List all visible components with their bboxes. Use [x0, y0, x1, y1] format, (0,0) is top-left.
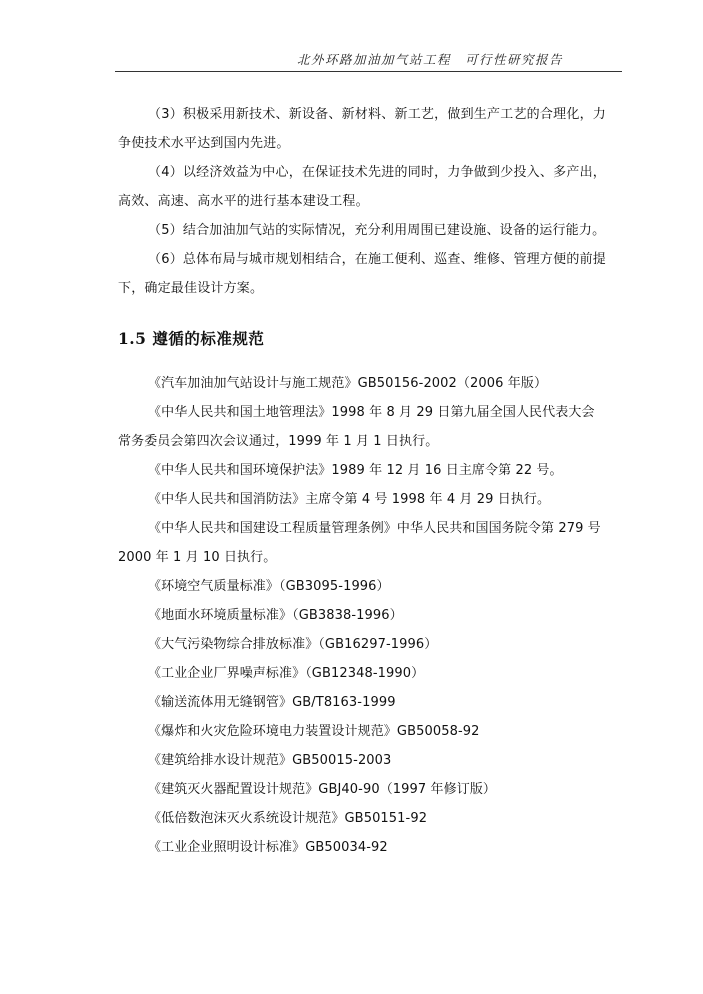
standard-item: 《低倍数泡沫灭火系统设计规范》GB50151-92	[148, 811, 428, 826]
standard-item: 《地面水环境质量标准》（GB3838-1996）	[148, 608, 403, 623]
standard-item: 《汽车加油加气站设计与施工规范》GB50156-2002（2006 年版）	[148, 376, 548, 391]
principle-paragraph: （3）积极采用新技术、新设备、新材料、新工艺，做到生产工艺的合理化，力争使技术水平达到国内先进。	[118, 107, 606, 151]
standard-item: 《中华人民共和国环境保护法》1989 年 12 月 16 日主席令第 22 号。	[148, 463, 563, 478]
section-heading: 1.5 遵循的标准规范	[118, 329, 265, 348]
standard-item: 《工业企业厂界噪声标准》（GB12348-1990）	[148, 666, 425, 681]
page-body	[118, 100, 606, 862]
principle-paragraph: （5）结合加油加气站的实际情况，充分利用周围已建设施、设备的运行能力。	[148, 223, 606, 238]
standard-item: 《工业企业照明设计标准》GB50034-92	[148, 840, 388, 855]
standard-item: 《爆炸和火灾危险环境电力装置设计规范》GB50058-92	[148, 724, 480, 739]
principle-paragraph: （4）以经济效益为中心，在保证技术先进的同时，力争做到少投入、多产出，高效、高速、高水平的进行基本建设工程。	[118, 165, 606, 209]
header-divider	[115, 71, 622, 72]
standard-item: 《中华人民共和国建设工程质量管理条例》中华人民共和国国务院令第 279 号 2000 年 1 月 10 日执行。	[118, 521, 601, 565]
standard-item: 《中华人民共和国消防法》主席令第 4 号 1998 年 4 月 29 日执行。	[148, 492, 551, 507]
principle-paragraph: （6）总体布局与城市规划相结合，在施工便利、巡查、维修、管理方便的前提下，确定最佳设计方案。	[118, 252, 606, 296]
page-header	[0, 48, 703, 70]
standard-item: 《输送流体用无缝钢管》GB/T8163-1999	[148, 695, 396, 710]
standard-item: 《中华人民共和国土地管理法》1998 年 8 月 29 日第九届全国人民代表大会常务委员会第四次会议通过，1999 年 1 月 1 日执行。	[118, 405, 595, 449]
standard-item: 《环境空气质量标准》（GB3095-1996）	[148, 579, 390, 594]
standard-item: 《大气污染物综合排放标准》（GB16297-1996）	[148, 637, 438, 652]
standard-item: 《建筑给排水设计规范》GB50015-2003	[148, 753, 392, 768]
header-title: 北外环路加油加气站工程 可行性研究报告	[296, 52, 563, 67]
standard-item: 《建筑灭火器配置设计规范》GBJ40-90（1997 年修订版）	[148, 782, 497, 797]
